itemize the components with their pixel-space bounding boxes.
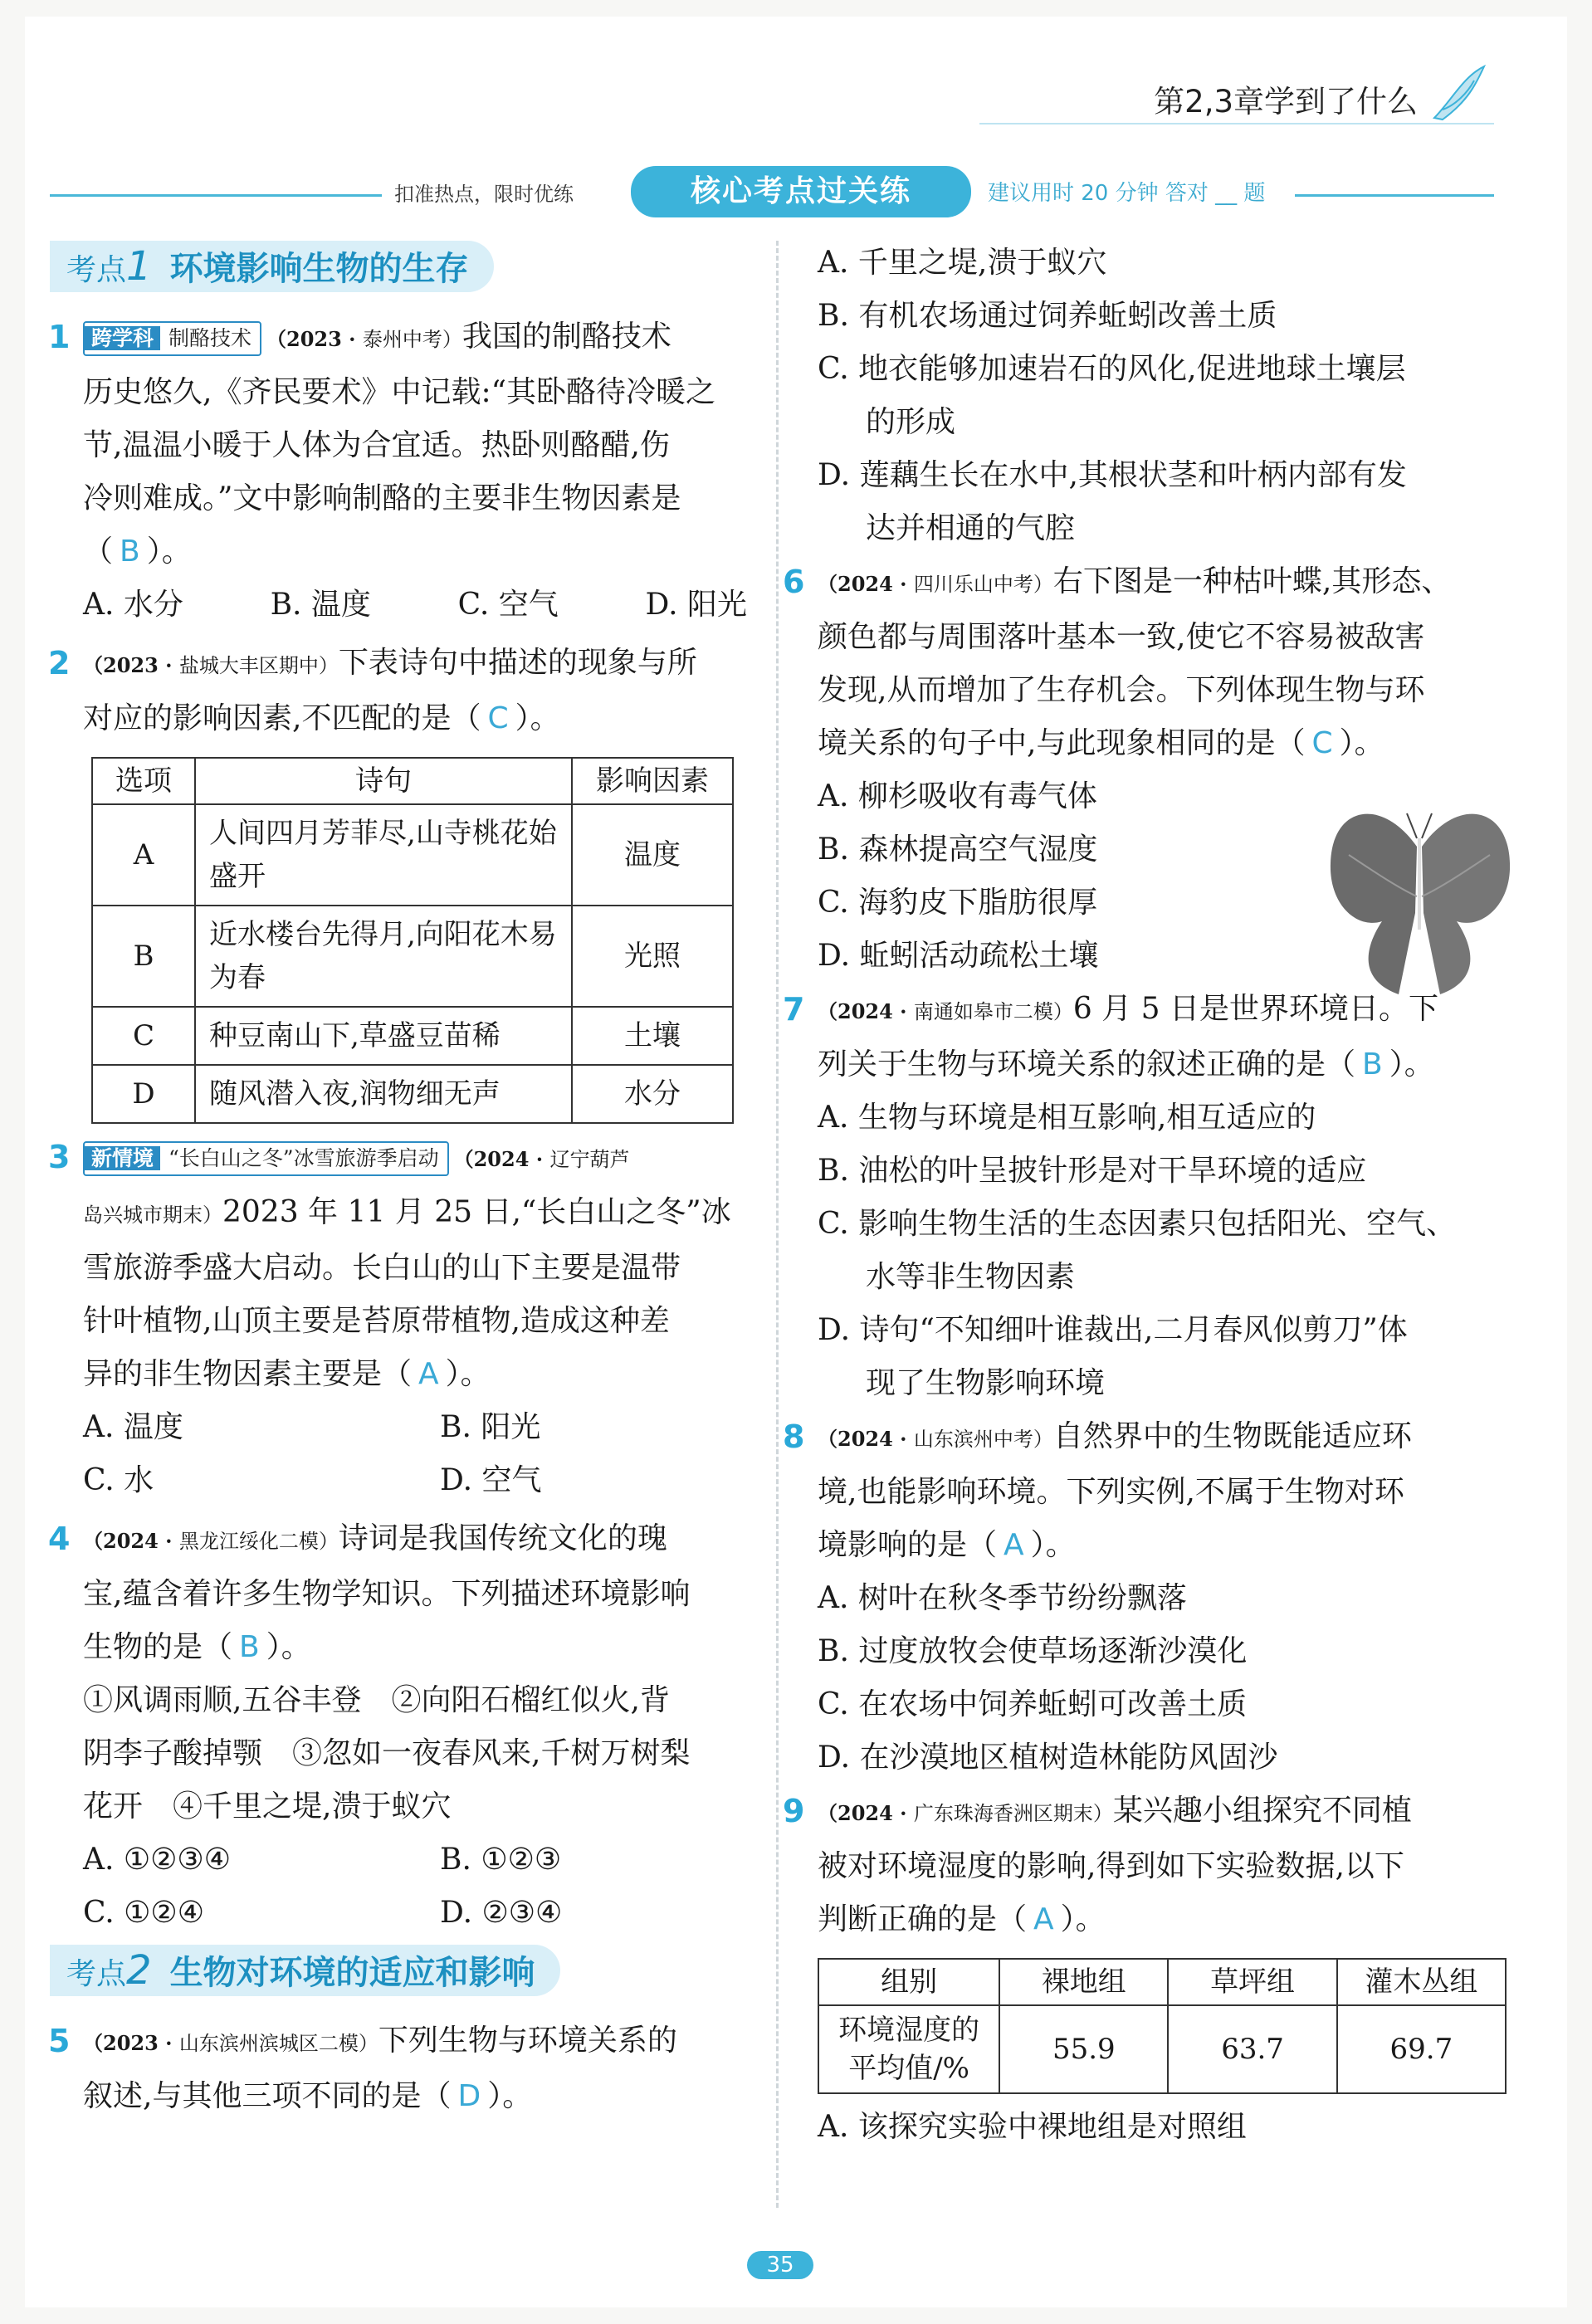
answer: A <box>418 1357 439 1391</box>
question-text: 我国的制酪技术 <box>461 320 671 354</box>
question-source: （2024 · 山东滨州中考） <box>818 1427 1053 1451</box>
option-d: D. 蚯蚓活动疏松土壤 <box>818 939 1099 973</box>
question-text: 发现,从而增加了生存机会。下列体现生物与环 <box>818 673 1425 707</box>
option-a: A. 温度 <box>83 1410 183 1444</box>
question-number: 2 <box>48 645 71 681</box>
table-header: 影响因素 <box>572 758 733 804</box>
section-title: 环境影响生物的生存 <box>169 250 469 288</box>
table-row: C 种豆南山下,草盛豆苗稀 土壤 <box>92 1007 733 1065</box>
table-header: 选项 <box>92 758 195 804</box>
option-a: A. 柳杉吸收有毒气体 <box>818 779 1097 813</box>
table-header: 诗句 <box>195 758 572 804</box>
banner-left-text: 扣准热点，限时优练 <box>394 183 574 206</box>
option-b: B. 森林提高空气湿度 <box>818 832 1098 867</box>
option-b: B. 过度放牧会使草场逐渐沙漠化 <box>818 1634 1248 1668</box>
answer: A <box>1004 1528 1024 1562</box>
question-source: （2023 · 泰州中考） <box>266 327 462 351</box>
page-number: 35 <box>747 2251 813 2279</box>
banner-rule-left <box>50 194 382 197</box>
question-number: 6 <box>783 564 805 600</box>
question-source: （2024 · 广东珠海香洲区期末） <box>818 1801 1113 1825</box>
question-text: 节,温温小暖于人体为合宜适。热卧则酪醋,伤 <box>83 428 670 462</box>
question-8: 8 （2024 · 山东滨州中考）自然界中的生物既能适应环 境,也能影响环境。下列实例,不属于生物对环 境影响的是（ A ）。 A. 树叶在秋冬季节纷纷飘落 B. 过度放牧会使草场逐渐沙漠化 C. 在农场中饲养蚯蚓可改善土质 D. 在沙漠地区植树造林能防风固沙 <box>818 1410 1507 1784</box>
ink-brush-icon <box>1426 60 1492 126</box>
table-row: A 人间四月芳菲尽,山寺桃花始盛开 温度 <box>92 804 733 906</box>
question-source: （2024 · 黑龙江绥化二模） <box>83 1529 339 1553</box>
option-b: B. 阳光 <box>440 1410 541 1444</box>
option-c: C. 水 <box>83 1463 154 1497</box>
question-number: 8 <box>783 1418 805 1455</box>
right-column <box>783 237 1507 2154</box>
humidity-table: 组别 裸地组 草坪组 灌木丛组 环境湿度的 平均值/% 55.9 63.7 69.7 <box>818 1958 1507 2094</box>
question-number: 7 <box>783 991 805 1028</box>
question-3: 3 新情境 “长白山之冬”冰雪旅游季启动 （2024 · 辽宁葫芦 岛兴城市期末）2023 年 11 月 25 日,“长白山之冬”冰 雪旅游季盛大启动。长白山的山下主要是温带 针叶植物,山顶主要是苔原带植物,造成这种差 异的非生物因素主要是（ A ）。 A. 温度 B. 阳光 C. 水 D. 空气 <box>83 1130 772 1507</box>
option-d: D. ②③④ <box>440 1896 563 1930</box>
section-banner <box>50 163 1494 229</box>
subject-badge: 跨学科 制酪技术 <box>83 321 261 356</box>
answer: D <box>457 2079 481 2113</box>
table-row: B 近水楼台先得月,向阳花木易为春 光照 <box>92 906 733 1007</box>
option-a: A. 树叶在秋冬季节纷纷飘落 <box>818 1581 1187 1615</box>
question-7: 7 （2024 · 南通如皋市二模）6 月 5 日是世界环境日。下 列关于生物与环境关系的叙述正确的是（ B ）。 A. 生物与环境是相互影响,相互适应的 B. 油松的叶呈披针形是对干旱环境的适应 C. 影响生物生活的生态因素只包括阳光、空气、 水等非生物因素 D. 诗句“不知细叶谁裁出,二月春风似剪刀”体 现了生物影响环境 <box>818 983 1507 1410</box>
poem-table <box>91 757 734 1124</box>
options <box>83 1833 772 1940</box>
option-b: B. 油松的叶呈披针形是对干旱环境的适应 <box>818 1154 1367 1188</box>
question-1: 1 跨学科 制酪技术 （2023 · 泰州中考）我国的制酪技术 历史悠久,《齐民要术》中记载:“其卧酪待冷暖之 节,温温小暖于人体为合宜适。热卧则酪醋,伤 冷则难成。”文中影响制酪的主要非生物因素是 （ B ）。 A. 水分 B. 温度 C. 空气 D. 阳光 <box>83 310 772 632</box>
question-2: 2 （2023 · 盐城大丰区期中）下表诗句中描述的现象与所 对应的影响因素,不匹配的是（ C ）。 选项 诗句 影响因素 A 人间四月芳菲尽,山寺桃花始盛开 温度 B 近水楼台先得月,向阳花木易为春 光照 C 种豆南山下,草盛豆苗稀 土壤 D 随风潜入夜,润物细无声 水分 <box>83 637 772 1124</box>
question-text: 颜色都与周围落叶基本一致,使它不容易被敌害 <box>818 620 1425 654</box>
question-source: （2023 · 山东滨州滨城区二模） <box>83 2031 378 2055</box>
option-d: D. 莲藕生长在水中,其根状茎和叶柄内部有发 <box>818 458 1407 492</box>
section-heading-2: 考点2 生物对环境的适应和影响 <box>50 1945 772 2009</box>
answer: B <box>239 1630 260 1664</box>
question-5: 5 （2023 · 山东滨州滨城区二模）下列生物与环境关系的 叙述,与其他三项不同的是（ D ）。 <box>83 2014 772 2123</box>
question-6: 6 （2024 · 四川乐山中考）右下图是一种枯叶蝶,其形态、 颜色都与周围落叶基本一致,使它不容易被敌害 发现,从而增加了生存机会。下列体现生物与环 境关系的句子中,与此现象相同的是（ C ）。 A. 柳杉吸收有毒气体 B. 森林提高空气湿度 C. 海豹皮下脂肪很厚 D. 蚯蚓活动疏松土壤 <box>818 555 1507 983</box>
column-divider <box>776 241 779 2208</box>
option-a: A. 该探究实验中裸地组是对照组 <box>818 2110 1247 2144</box>
banner-title: 核心考点过关练 <box>631 166 971 217</box>
answer: A <box>1033 1902 1054 1936</box>
answer: C <box>487 701 509 735</box>
question-5-options: A. 千里之堤,溃于蚁穴 B. 有机农场通过饲养蚯蚓改善土质 C. 地衣能够加速岩石的风化,促进地球土壤层 的形成 D. 莲藕生长在水中,其根状茎和叶柄内部有发 达并相通的气腔 <box>818 237 1507 555</box>
question-source: （2024 · 四川乐山中考） <box>818 572 1053 596</box>
option-d: D. 诗句“不知细叶谁裁出,二月春风似剪刀”体 <box>818 1313 1408 1347</box>
question-source: （2023 · 盐城大丰区期中） <box>83 653 339 677</box>
option-c: C. ①②④ <box>83 1896 204 1930</box>
question-number: 5 <box>48 2023 71 2059</box>
option-d: D. 阳光 <box>645 588 747 622</box>
question-number: 9 <box>783 1793 805 1829</box>
table-row: 环境湿度的 平均值/% 55.9 63.7 69.7 <box>818 2005 1506 2093</box>
section-label: 考点 <box>66 253 127 287</box>
question-9: 9 （2024 · 广东珠海香洲区期末）某兴趣小组探究不同植 被对环境湿度的影响,得到如下实验数据,以下 判断正确的是（ A ）。 组别 裸地组 草坪组 灌木丛组 环境湿度的 平均值/% 55.9 63.7 69.7 A. 该探究实验中裸地组是对照组 <box>818 1784 1507 2154</box>
option-a: A. 千里之堤,溃于蚁穴 <box>818 246 1107 280</box>
question-text: ①风调雨顺,五谷丰登 ②向阳石榴红似火,背 <box>83 1683 670 1717</box>
question-number: 4 <box>48 1521 71 1557</box>
banner-right-text: 建议用时 20 分钟 答对 __ 题 <box>988 181 1266 206</box>
option-b: B. ①②③ <box>440 1843 562 1877</box>
question-text: 针叶植物,山顶主要是苔原带植物,造成这种差 <box>83 1304 670 1338</box>
option-a: A. ①②③④ <box>83 1843 231 1877</box>
question-source: （2024 · 南通如皋市二模） <box>818 999 1073 1023</box>
option-d: D. 空气 <box>440 1463 542 1497</box>
question-number: 3 <box>48 1139 71 1175</box>
question-number: 1 <box>48 319 71 355</box>
header-rule <box>979 123 1494 124</box>
left-column <box>48 241 772 2123</box>
section-number: 1 <box>126 243 152 290</box>
banner-rule-right <box>1295 194 1494 197</box>
option-c: C. 影响生物生活的生态因素只包括阳光、空气、 <box>818 1207 1457 1241</box>
option-c: C. 在农场中饲养蚯蚓可改善土质 <box>818 1687 1248 1721</box>
answer: B <box>1362 1047 1383 1081</box>
question-text: 冷则难成。”文中影响制酪的主要非生物因素是 <box>83 481 681 515</box>
option-c: C. 空气 <box>457 588 559 622</box>
question-source: （2024 · 辽宁葫芦 <box>453 1147 630 1171</box>
section-heading-1 <box>50 241 772 305</box>
options <box>83 1401 772 1507</box>
context-badge: 新情境 “长白山之冬”冰雪旅游季启动 <box>83 1141 449 1176</box>
question-text: 阴李子酸掉颚 ③忽如一夜春风来,千树万树梨 <box>83 1736 691 1770</box>
answer: C <box>1311 726 1333 760</box>
option-b: B. 有机农场通过饲养蚯蚓改善土质 <box>818 299 1277 333</box>
option-a: A. 生物与环境是相互影响,相互适应的 <box>818 1101 1316 1135</box>
question-text: 宝,蕴含着许多生物学知识。下列描述环境影响 <box>83 1577 691 1611</box>
question-text: 花开 ④千里之堤,溃于蚁穴 <box>83 1789 452 1824</box>
question-text: 历史悠久,《齐民要术》中记载:“其卧酪待冷暖之 <box>83 375 715 409</box>
chapter-title: 第2,3章学到了什么 <box>1154 84 1418 120</box>
question-text: 境,也能影响环境。下列实例,不属于生物对环 <box>818 1475 1404 1509</box>
option-c: C. 地衣能够加速岩石的风化,促进地球土壤层 <box>818 352 1406 386</box>
answer: B <box>120 535 140 569</box>
options <box>83 579 747 632</box>
question-text: 被对环境湿度的影响,得到如下实验数据,以下 <box>818 1849 1404 1883</box>
table-row: D 随风潜入夜,润物细无声 水分 <box>92 1065 733 1123</box>
option-d: D. 在沙漠地区植树造林能防风固沙 <box>818 1741 1278 1775</box>
dead-leaf-butterfly-image <box>1324 788 1515 996</box>
option-b: B. 温度 <box>270 588 371 622</box>
option-a: A. 水分 <box>83 588 183 622</box>
question-text: 雪旅游季盛大启动。长白山的山下主要是温带 <box>83 1251 681 1285</box>
option-c: C. 海豹皮下脂肪很厚 <box>818 886 1098 920</box>
question-text: 下表诗句中描述的现象与所 <box>338 646 697 680</box>
question-4: 4 （2024 · 黑龙江绥化二模）诗词是我国传统文化的瑰 宝,蕴含着许多生物学知识。下列描述环境影响 生物的是（ B ）。 ①风调雨顺,五谷丰登 ②向阳石榴红似火,背 阴李子酸掉颚 ③忽如一夜春风来,千树万树梨 花开 ④千里之堤,溃于蚁穴 A. ①②③④ B. ①②③ C. ①②④ D. ②③④ <box>83 1512 772 1940</box>
